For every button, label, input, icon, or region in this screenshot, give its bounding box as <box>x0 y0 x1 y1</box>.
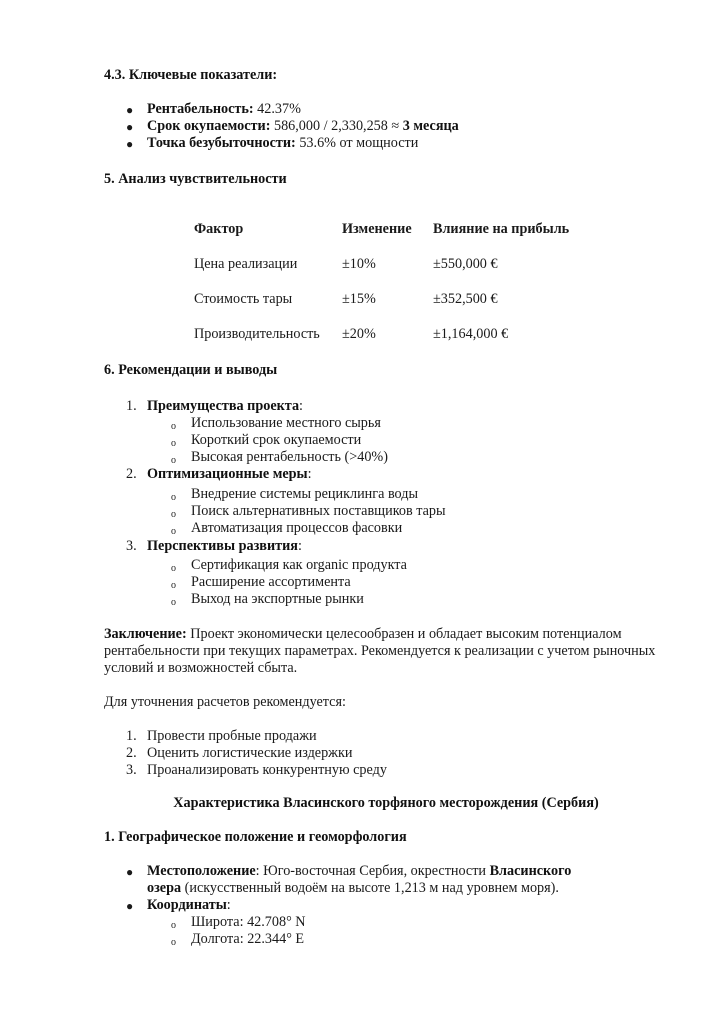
item-value: 42.37% <box>253 101 301 117</box>
item-label: Рентабельность: <box>147 101 254 117</box>
list-number: 3. <box>126 762 137 778</box>
sensitivity-table <box>194 212 569 352</box>
list-item: Внедрение системы рециклинга воды <box>191 486 418 502</box>
list-item-profitability <box>147 101 301 119</box>
list-item-breakeven <box>147 135 418 153</box>
table-cell: ±1,164,000 € <box>433 325 509 342</box>
group-advantages: Преимущества проекта: <box>147 398 303 414</box>
table-header: Фактор <box>194 220 244 237</box>
location-label: Местоположение <box>147 863 256 879</box>
conclusion-label: Заключение: <box>104 626 187 642</box>
list-number: 1. <box>126 728 137 744</box>
list-item: Высокая рентабельность (>40%) <box>191 449 388 465</box>
item-label: Срок окупаемости: <box>147 118 271 134</box>
table-cell: Производительность <box>194 325 320 342</box>
list-item: Короткий срок окупаемости <box>191 432 362 448</box>
document-title-vlasina: Характеристика Власинского торфяного месторождения (Сербия) <box>173 795 599 811</box>
table-row <box>194 247 569 282</box>
conclusion-line-2: рентабельности при текущих параметрах. Рекомендуется к реализации с учетом рыночных <box>104 643 656 659</box>
bullet-icon: ● <box>126 899 134 913</box>
group-label: Перспективы развития <box>147 538 298 554</box>
sub-bullet-icon: o <box>171 597 176 608</box>
conclusion-text: Проект экономически целесообразен и обладает высоким потенциалом <box>186 626 622 642</box>
list-item: Поиск альтернативных поставщиков тары <box>191 503 446 519</box>
list-item: Использование местного сырья <box>191 415 381 431</box>
table-header: Изменение <box>342 220 412 237</box>
group-label: Оптимизационные меры <box>147 466 308 482</box>
coordinates-label-line: Координаты: <box>147 897 231 913</box>
table-cell: Цена реализации <box>194 255 298 272</box>
conclusion-line-1 <box>104 626 622 644</box>
bullet-icon: ● <box>126 103 134 117</box>
table-row <box>194 317 569 352</box>
list-item: Проанализировать конкурентную среду <box>147 762 387 778</box>
table-cell: ±20% <box>342 325 376 342</box>
table-cell: ±550,000 € <box>433 255 498 272</box>
sub-bullet-icon: o <box>171 563 176 574</box>
sub-bullet-icon: o <box>171 580 176 591</box>
table-cell: Стоимость тары <box>194 290 293 307</box>
list-item-longitude: Долгота: 22.344° E <box>191 931 305 947</box>
table-cell: ±352,500 € <box>433 290 498 307</box>
sub-bullet-icon: o <box>171 421 176 432</box>
bullet-icon: ● <box>126 865 134 879</box>
location-text: (искусственный водоём на высоте 1,213 м над уровнем моря). <box>181 880 559 896</box>
list-item: Провести пробные продажи <box>147 728 317 744</box>
table-row <box>194 282 569 317</box>
heading-sensitivity: 5. Анализ чувствительности <box>104 171 287 187</box>
heading-geography: 1. Географическое положение и геоморфология <box>104 829 407 845</box>
table-header: Влияние на прибыль <box>433 220 570 237</box>
sub-bullet-icon: o <box>171 920 176 931</box>
recommendations-intro: Для уточнения расчетов рекомендуется: <box>104 694 346 710</box>
bullet-icon: ● <box>126 120 134 134</box>
bullet-icon: ● <box>126 137 134 151</box>
location-bold: озера <box>147 880 182 896</box>
sub-bullet-icon: o <box>171 937 176 948</box>
item-value: 586,000 / 2,330,258 ≈ <box>270 118 403 134</box>
list-item: Автоматизация процессов фасовки <box>191 520 403 536</box>
sub-bullet-icon: o <box>171 455 176 466</box>
group-optimization: Оптимизационные меры: <box>147 466 312 482</box>
item-label: Точка безубыточности: <box>147 135 296 151</box>
list-item-latitude: Широта: 42.708° N <box>191 914 306 930</box>
list-item: Сертификация как organic продукта <box>191 557 407 573</box>
location-text: : Юго-восточная Сербия, окрестности <box>255 863 490 879</box>
list-item: Выход на экспортные рынки <box>191 591 364 607</box>
group-perspectives: Перспективы развития: <box>147 538 302 554</box>
sub-bullet-icon: o <box>171 526 176 537</box>
coordinates-label: Координаты <box>147 897 227 913</box>
list-number: 3. <box>126 538 137 554</box>
location-line-1 <box>147 863 571 881</box>
list-item-payback <box>147 118 459 136</box>
sub-bullet-icon: o <box>171 438 176 449</box>
list-item: Расширение ассортимента <box>191 574 351 590</box>
group-label: Преимущества проекта <box>147 398 300 414</box>
heading-key-indicators: 4.3. Ключевые показатели: <box>104 67 278 83</box>
location-bold: Власинского <box>489 863 572 879</box>
list-number: 2. <box>126 745 137 761</box>
sub-bullet-icon: o <box>171 492 176 503</box>
location-line-2 <box>147 880 559 898</box>
list-item: Оценить логистические издержки <box>147 745 353 761</box>
table-cell: ±10% <box>342 255 376 272</box>
item-value: 53.6% от мощности <box>295 135 419 151</box>
item-value-bold: 3 месяца <box>402 118 459 134</box>
list-number: 2. <box>126 466 137 482</box>
sub-bullet-icon: o <box>171 509 176 520</box>
table-header-row <box>194 212 569 247</box>
heading-recommendations: 6. Рекомендации и выводы <box>104 362 278 378</box>
list-number: 1. <box>126 398 137 414</box>
conclusion-line-3: условий и возможностей сбыта. <box>104 660 298 676</box>
table-cell: ±15% <box>342 290 376 307</box>
